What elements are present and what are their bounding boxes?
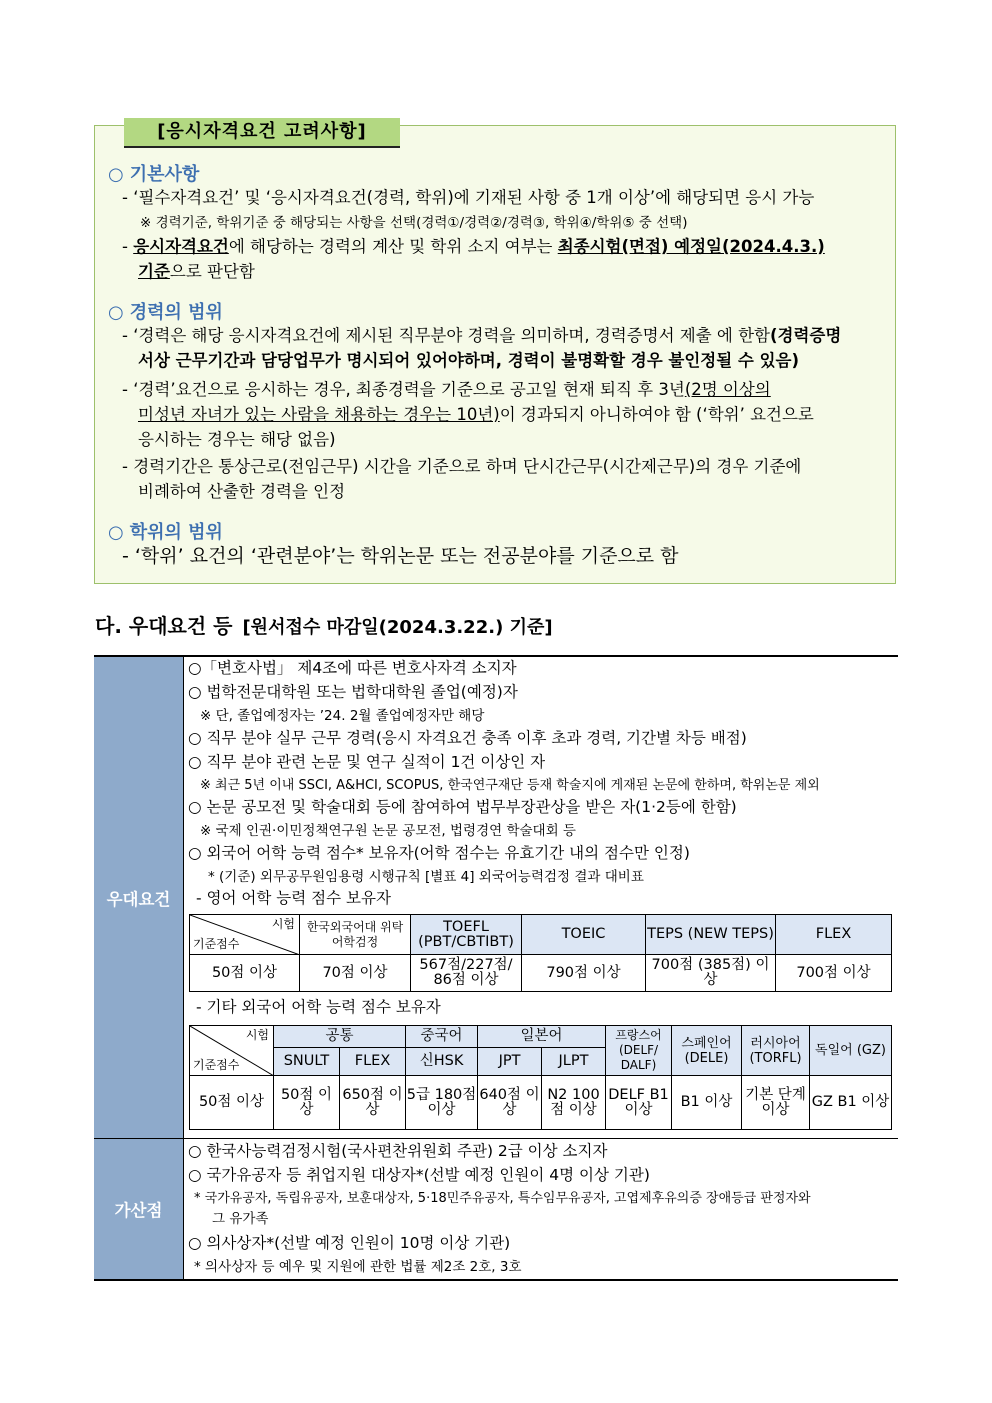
- bonus-item-1: ○ 한국사능력검정시험(국사편찬위원회 주관) 2급 이상 소지자: [188, 1142, 608, 1160]
- table-bottom-border: [94, 1279, 898, 1281]
- career-line-6: - 경력기간은 통상근로(전임근무) 시간을 기준으로 하며 단시간근무(시간제근무)의 경우 기준에: [122, 457, 802, 476]
- eng-cell-teps: 700점 (385점) 이상: [646, 955, 776, 992]
- career-line-5: 응시하는 경우는 해당 없음): [138, 430, 336, 449]
- basic-line-3: 기준으로 판단함: [138, 262, 255, 281]
- table-top-border: [94, 655, 898, 657]
- table-row-divider: [94, 1138, 898, 1139]
- career-line-1: - ‘경력은 해당 응시자격요건에 제시된 직무분야 경력을 의미하며, 경력증명서 제출 에 한함(경력증명: [122, 326, 842, 345]
- other-cell-dele: B1 이상: [672, 1076, 742, 1130]
- degree-line-1: - ‘학위’ 요건의 ‘관련분야’는 학위논문 또는 전공분야를 기준으로 함: [122, 545, 679, 567]
- bonus-note-1-cont: 그 유가족: [212, 1211, 269, 1227]
- other-cell-jlpt: N2 100점 이상: [542, 1076, 606, 1130]
- pref-item-3: ○ 직무 분야 실무 근무 경력(응시 자격요건 충족 이후 초과 경력, 기간별 차등 배점): [188, 729, 747, 747]
- eng-header-flex: FLEX: [776, 915, 892, 955]
- bonus-item-3: ○ 의사상자*(선발 예정 인원이 10명 이상 기관): [188, 1234, 511, 1252]
- career-line-7: 비례하여 산출한 경력을 인정: [138, 482, 346, 501]
- diag-bottom-label: 기준점수: [193, 937, 240, 951]
- other-sub-jpt: JPT: [478, 1048, 542, 1076]
- section-heading-career: ○ 경력의 범위: [108, 302, 223, 323]
- other-header-russian: 러시아어 (TORFL): [742, 1026, 810, 1076]
- other-cell-hsk: 5급 180점 이상: [406, 1076, 478, 1130]
- other-diag-header: [190, 1026, 274, 1076]
- pref-label-cell: 우대요건: [94, 657, 183, 1138]
- pref-note-2: ※ 최근 5년 이내 SSCI, A&HCI, SCOPUS, 한국연구재단 등재 학술지에 게재된 논문에 한하며, 학위논문 제외: [200, 778, 820, 793]
- eng-cell-flex: 700점 이상: [776, 955, 892, 992]
- other-header-japanese: 일본어: [478, 1026, 606, 1048]
- english-diag-header: [190, 915, 300, 955]
- career-line-4: 미성년 자녀가 있는 사람을 채용하는 경우는 10년)이 경과되지 아니하여야 함 (‘학위’ 요건으로: [138, 405, 814, 424]
- pref-note-4: * (기준) 외무공무원임용령 시행규칙 [별표 4] 외국어능력검정 결과 대비표: [208, 869, 644, 885]
- basic-line-1: - ‘필수자격요건’ 및 ‘응시자격요건(경력, 학위)에 기재된 사항 중 1개 이상’에 해당되면 응시 가능: [122, 188, 815, 207]
- bonus-label-cell: 가산점: [94, 1139, 183, 1279]
- other-cell-flex: 650점 이상: [340, 1076, 406, 1130]
- english-score-table: [189, 914, 892, 992]
- other-header-spanish: 스페인어 (DELE): [672, 1026, 742, 1076]
- other-header-chinese: 중국어: [406, 1026, 478, 1048]
- other-header-german: 독일어 (GZ): [810, 1026, 892, 1076]
- basic-note: ※ 경력기준, 학위기준 중 해당되는 사항을 선택(경력①/경력②/경력③, 학위④/학위⑤ 중 선택): [140, 215, 688, 231]
- diag-bottom-label: 기준점수: [193, 1058, 240, 1072]
- eng-cell-standard: 50점 이상: [190, 955, 300, 992]
- box-title: [응시자격요건 고려사항]: [124, 118, 400, 148]
- other-cell-standard: 50점 이상: [190, 1076, 274, 1130]
- other-cell-torfl: 기본 단계 이상: [742, 1076, 810, 1130]
- section-heading-degree: ○ 학위의 범위: [108, 522, 223, 543]
- eng-cell-toeic: 790점 이상: [522, 955, 646, 992]
- other-cell-gz: GZ B1 이상: [810, 1076, 892, 1130]
- pref-item-2: ○ 법학전문대학원 또는 법학대학원 졸업(예정)자: [188, 683, 518, 701]
- english-subtitle: - 영어 어학 능력 점수 보유자: [196, 889, 391, 907]
- other-sub-snult: SNULT: [274, 1048, 340, 1076]
- other-header-common: 공통: [274, 1026, 406, 1048]
- pref-item-6: ○ 외국어 어학 능력 점수* 보유자(어학 점수는 유효기간 내의 점수만 인정): [188, 844, 690, 862]
- basic-line-2: - 응시자격요건에 해당하는 경력의 계산 및 학위 소지 여부는 최종시험(면접) 예정일(2024.4.3.): [122, 237, 825, 256]
- bonus-item-2: ○ 국가유공자 등 취업지원 대상자*(선발 예정 인원이 4명 이상 기관): [188, 1166, 650, 1184]
- other-cell-delf: DELF B1 이상: [606, 1076, 672, 1130]
- other-cell-snult: 50점 이상: [274, 1076, 340, 1130]
- other-lang-subtitle: - 기타 외국어 어학 능력 점수 보유자: [196, 998, 441, 1016]
- other-cell-jpt: 640점 이상: [478, 1076, 542, 1130]
- pref-note-3: ※ 국제 인권·이민정책연구원 논문 공모전, 법령경연 학술대회 등: [200, 823, 576, 839]
- other-sub-jlpt: JLPT: [542, 1048, 606, 1076]
- eng-header-toeic: TOEIC: [522, 915, 646, 955]
- pref-item-4: ○ 직무 분야 관련 논문 및 연구 실적이 1건 이상인 자: [188, 753, 546, 771]
- diag-top-label: 시험: [271, 917, 295, 931]
- other-header-french: 프랑스어 (DELF/ DALF): [606, 1026, 672, 1076]
- diag-top-label: 시험: [245, 1028, 269, 1042]
- pref-item-5: ○ 논문 공모전 및 학술대회 등에 참여하여 법무부장관상을 받은 자(1·2등에 한함): [188, 798, 737, 816]
- section-heading-basic: ○ 기본사항: [108, 164, 200, 185]
- section-title-preferences: 다. 우대요건 등 [원서접수 마감일(2024.3.22.) 기준]: [95, 614, 553, 638]
- other-sub-flex: FLEX: [340, 1048, 406, 1076]
- eng-header-toefl: TOEFL (PBT/CBTIBT): [411, 915, 522, 955]
- eng-cell-hufs: 70점 이상: [300, 955, 411, 992]
- career-line-3: - ‘경력’요건으로 응시하는 경우, 최종경력을 기준으로 공고일 현재 퇴직 후 3년(2명 이상의: [122, 380, 771, 399]
- eng-cell-toefl: 567점/227점/ 86점 이상: [411, 955, 522, 992]
- other-lang-score-table: [189, 1025, 892, 1130]
- pref-note-1: ※ 단, 졸업예정자는 ’24. 2월 졸업예정자만 해당: [200, 708, 485, 724]
- other-sub-hsk: 신HSK: [406, 1048, 478, 1076]
- eng-header-hufs: 한국외국어대 위탁 어학검정: [300, 915, 411, 955]
- pref-item-1: ○「변호사법」 제4조에 따른 변호사자격 소지자: [188, 659, 517, 677]
- table-column-divider: [183, 657, 184, 1279]
- career-line-2: 서상 근무기간과 담당업무가 명시되어 있어야하며, 경력이 불명확할 경우 불인정될 수 있음): [138, 351, 799, 370]
- bonus-note-1: * 국가유공자, 독립유공자, 보훈대상자, 5·18민주유공자, 특수임무유공자, 고엽제후유의증 장애등급 판정자와: [194, 1191, 811, 1206]
- eng-header-teps: TEPS (NEW TEPS): [646, 915, 776, 955]
- bonus-note-2: * 의사상자 등 예우 및 지원에 관한 법률 제2조 2호, 3호: [194, 1259, 522, 1275]
